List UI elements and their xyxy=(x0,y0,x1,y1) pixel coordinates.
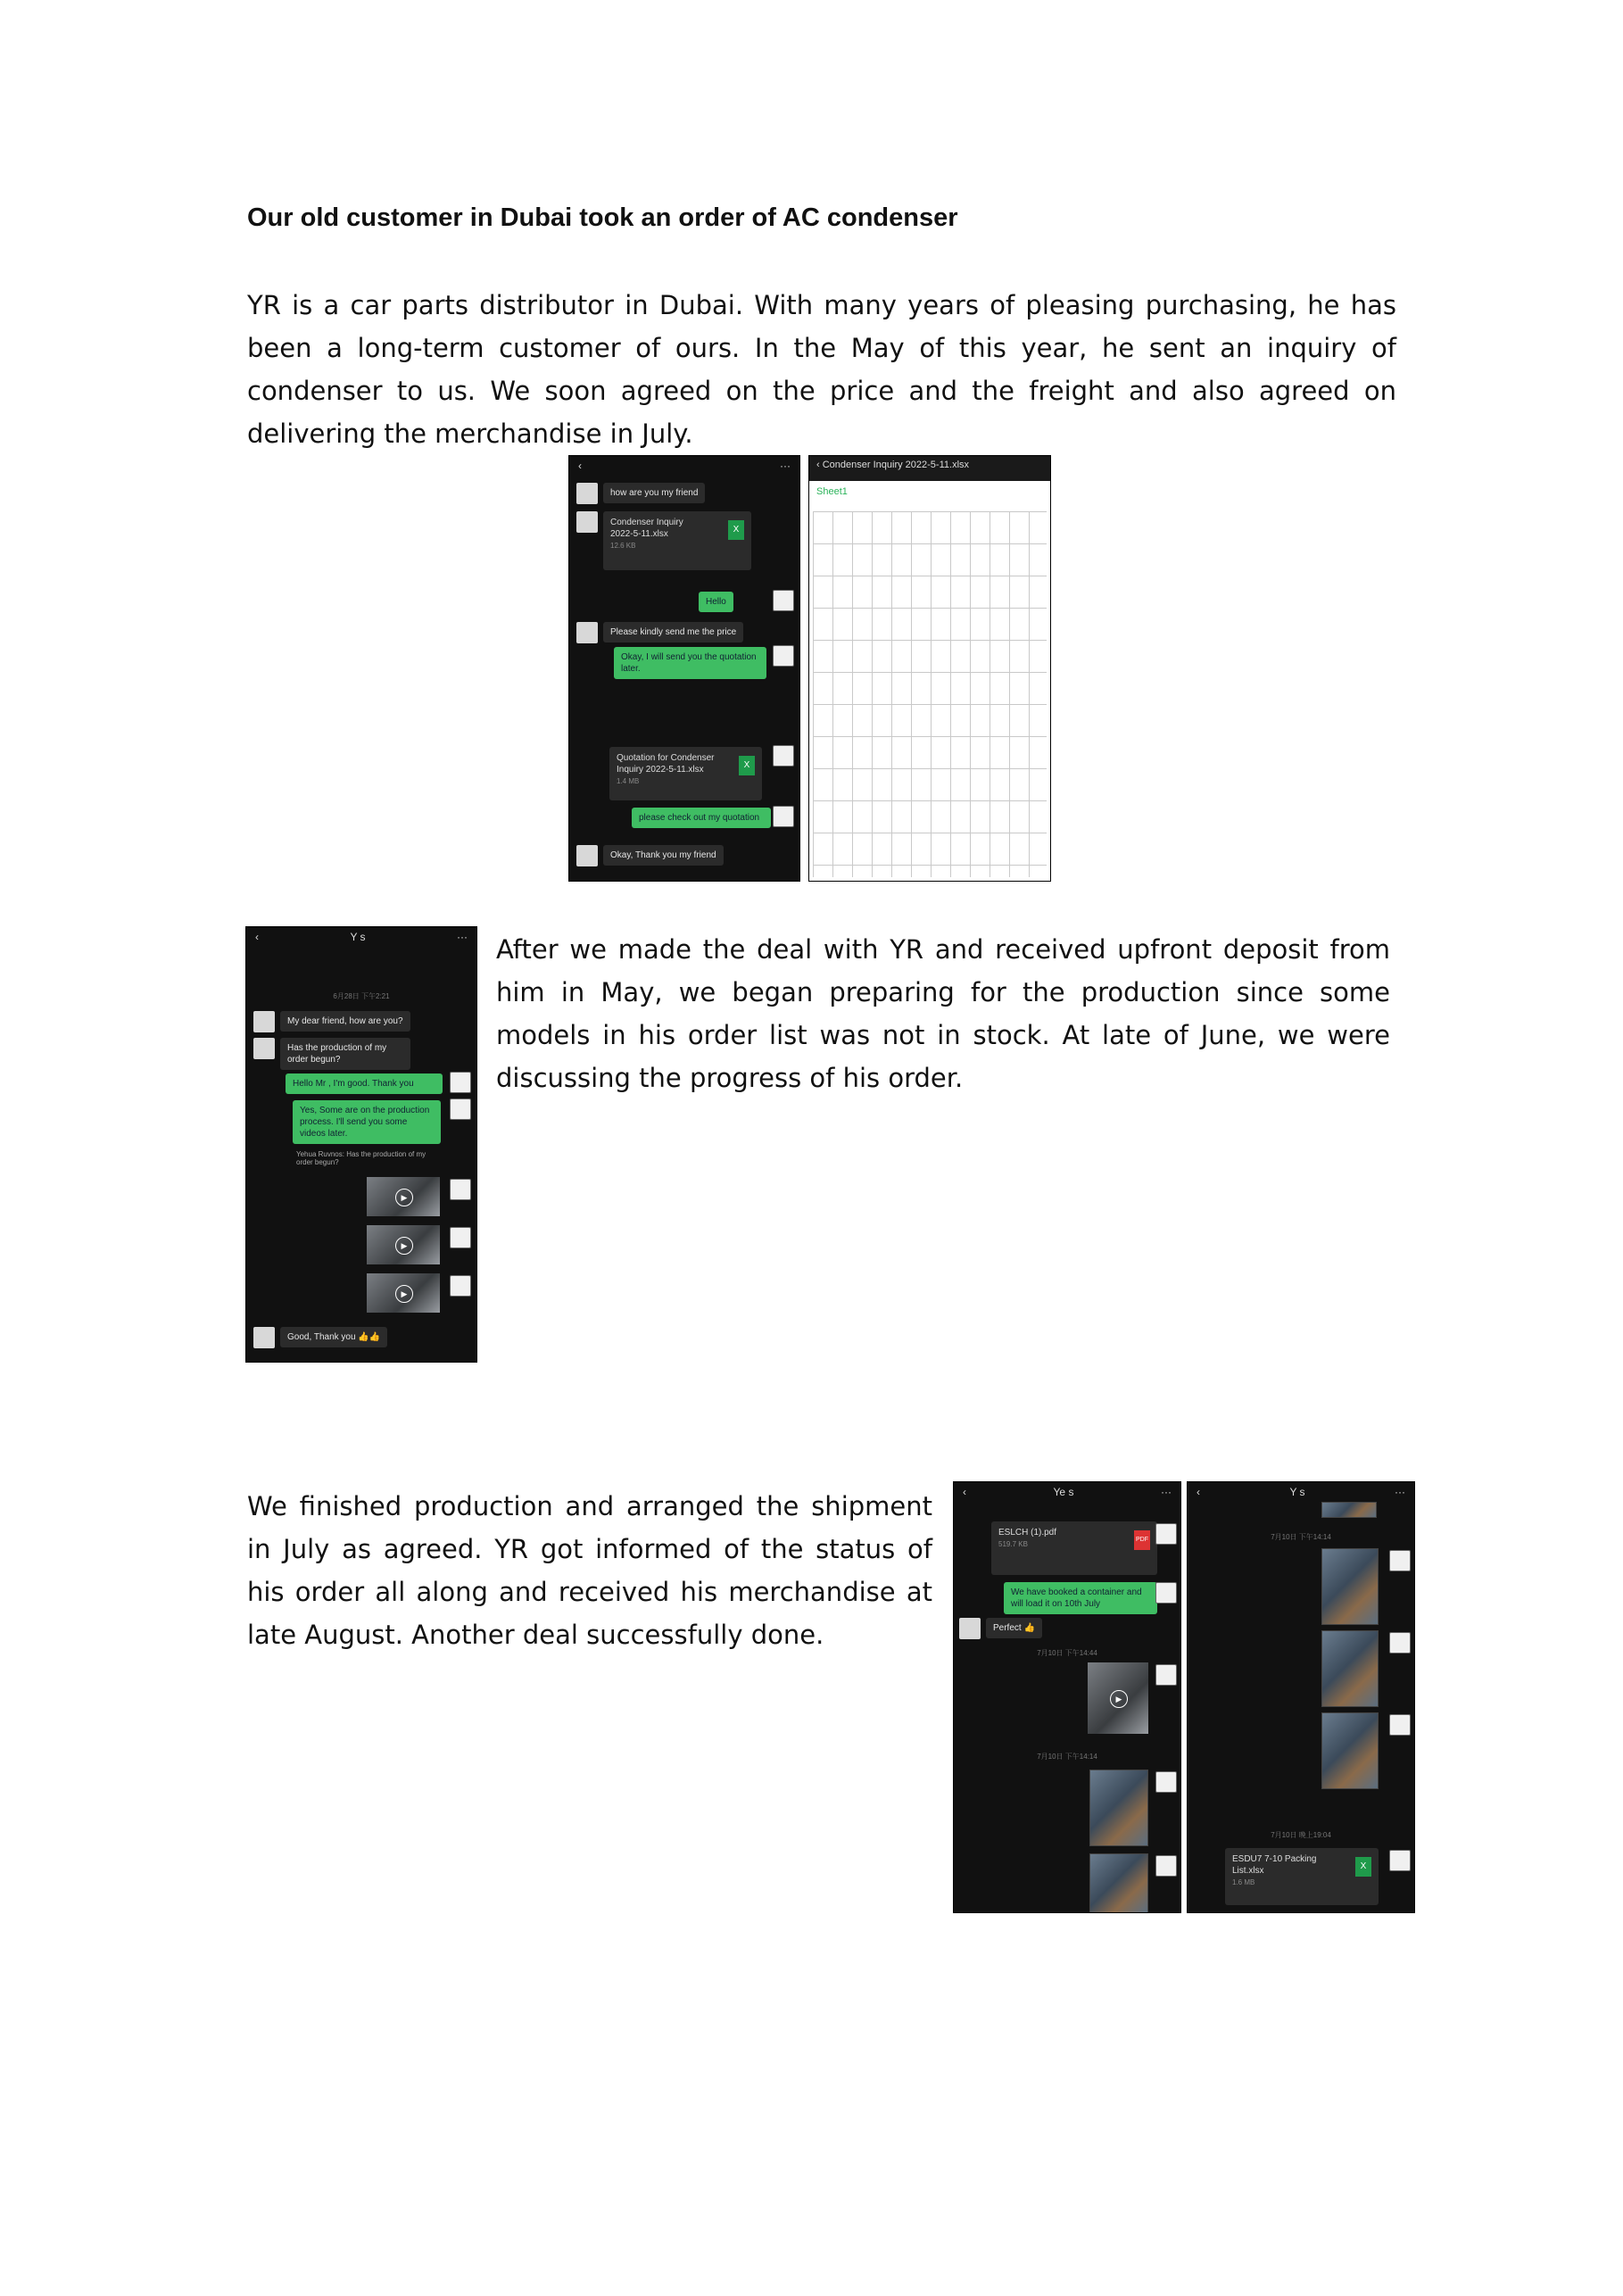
avatar xyxy=(1155,1771,1177,1793)
timestamp: 7月10日 下午14:44 xyxy=(1037,1649,1097,1657)
avatar xyxy=(450,1179,471,1200)
file-attachment[interactable] xyxy=(609,747,762,800)
file-name: ESDU7 7-10 Packing List.xlsx xyxy=(1232,1854,1317,1876)
message-bubble-sent: We have booked a container and will load it on 10th July xyxy=(1004,1582,1157,1614)
paragraph-production: After we made the deal with YR and received upfront deposit from him in May, we began preparing for the production since some models in his order list was not in stock. At late of June, we were discussing the progress of his order. xyxy=(496,934,1390,1093)
paragraph-intro: YR is a car parts distributor in Dubai. With many years of pleasing purchasing, he has been a long-term customer of ours. In the May of this year, he sent an inquiry of condenser to us. We soon agreed on the price and the freight and also agreed on delivering the merchandise in July. xyxy=(247,290,1396,449)
avatar xyxy=(576,845,598,866)
play-icon: ▶ xyxy=(395,1189,413,1206)
chat-screenshot-shipment xyxy=(953,1481,1181,1913)
message-bubble: Has the production of my order begun? xyxy=(280,1038,410,1070)
container-photo[interactable] xyxy=(1321,1502,1377,1518)
back-icon: ‹ xyxy=(255,931,259,943)
file-title: Condenser Inquiry 2022-5-11.xlsx xyxy=(822,460,970,470)
thumbs-up-icon: 👍 xyxy=(1023,1623,1035,1633)
back-icon: ‹ xyxy=(1197,1486,1200,1498)
avatar xyxy=(576,622,598,643)
avatar xyxy=(253,1038,275,1059)
file-attachment[interactable] xyxy=(1225,1848,1379,1905)
message-bubble: Please kindly send me the price xyxy=(603,622,743,642)
avatar xyxy=(1155,1582,1177,1604)
thumbs-up-icon: 👍👍 xyxy=(358,1332,381,1342)
timestamp: 7月10日 晚上19:04 xyxy=(1271,1831,1331,1839)
pdf-icon: PDF xyxy=(1134,1530,1150,1550)
container-photo[interactable] xyxy=(1321,1548,1379,1625)
avatar xyxy=(450,1275,471,1297)
container-photo[interactable] xyxy=(1321,1630,1379,1707)
message-bubble xyxy=(986,1618,1042,1638)
avatar xyxy=(1389,1850,1411,1871)
container-photo[interactable] xyxy=(1321,1712,1379,1789)
message-bubble: Okay, Thank you my friend xyxy=(603,845,724,866)
spreadsheet-grid xyxy=(813,511,1047,877)
excel-icon: X xyxy=(1355,1857,1371,1877)
container-photo[interactable] xyxy=(1089,1770,1148,1846)
file-attachment[interactable] xyxy=(603,511,751,570)
chat-screenshot-packing-list xyxy=(1187,1481,1415,1913)
message-bubble: My dear friend, how are you? xyxy=(280,1011,410,1032)
chat-title: Ye s xyxy=(1053,1486,1074,1498)
excel-icon: X xyxy=(728,520,744,540)
back-icon: ‹ xyxy=(578,460,582,472)
timestamp: 6月28日 下午2:21 xyxy=(333,992,390,1000)
avatar xyxy=(773,806,794,827)
video-message[interactable] xyxy=(1088,1662,1148,1734)
message-bubble-sent: Okay, I will send you the quotation later. xyxy=(614,647,766,679)
container-photo[interactable] xyxy=(1089,1853,1148,1913)
message-bubble: how are you my friend xyxy=(603,483,705,503)
avatar xyxy=(1389,1632,1411,1654)
video-message[interactable] xyxy=(367,1225,440,1264)
file-name: Quotation for Condenser Inquiry 2022-5-11.xlsx xyxy=(617,753,715,775)
excel-icon: X xyxy=(739,756,755,775)
quoted-message: Yehua Ruvnos: Has the production of my order begun? xyxy=(296,1150,426,1166)
message-text: Perfect xyxy=(993,1623,1022,1633)
play-icon: ▶ xyxy=(1110,1690,1128,1708)
chat-title: Y s xyxy=(1289,1486,1305,1498)
video-message[interactable] xyxy=(367,1177,440,1216)
paragraph-shipment: We finished production and arranged the shipment in July as agreed. YR got informed of the status of his order all along and received his merchandise at late August. Another deal successfully done. xyxy=(247,1491,932,1650)
avatar xyxy=(576,511,598,533)
back-icon: ‹ xyxy=(816,460,823,470)
chat-screenshot-production xyxy=(245,926,477,1363)
more-icon: ··· xyxy=(780,460,791,472)
more-icon: ··· xyxy=(1160,1486,1172,1498)
avatar xyxy=(959,1618,981,1639)
avatar xyxy=(1155,1664,1177,1686)
more-icon: ··· xyxy=(457,931,468,943)
message-bubble-sent: Yes, Some are on the production process. I'll send you some videos later. xyxy=(293,1100,441,1144)
sheet-tab[interactable]: Sheet1 xyxy=(816,486,848,497)
file-size: 12.6 KB xyxy=(610,542,636,550)
avatar xyxy=(773,645,794,667)
play-icon: ▶ xyxy=(395,1285,413,1303)
avatar xyxy=(253,1011,275,1032)
chat-screenshot-inquiry xyxy=(568,455,800,882)
avatar xyxy=(576,483,598,504)
avatar xyxy=(450,1227,471,1248)
avatar xyxy=(450,1098,471,1120)
avatar xyxy=(773,590,794,611)
spreadsheet-screenshot xyxy=(808,455,1051,882)
avatar xyxy=(450,1072,471,1093)
timestamp: 7月10日 下午14:14 xyxy=(1037,1753,1097,1761)
back-icon: ‹ xyxy=(963,1486,966,1498)
avatar xyxy=(773,745,794,767)
file-name: Condenser Inquiry 2022-5-11.xlsx xyxy=(610,518,683,539)
avatar xyxy=(253,1327,275,1348)
play-icon: ▶ xyxy=(395,1237,413,1255)
file-attachment[interactable] xyxy=(991,1521,1157,1575)
file-size: 519.7 KB xyxy=(998,1540,1028,1548)
file-name: ESLCH (1).pdf xyxy=(998,1528,1057,1538)
message-bubble xyxy=(280,1327,387,1347)
avatar xyxy=(1155,1523,1177,1545)
timestamp: 7月10日 下午14:14 xyxy=(1271,1533,1331,1541)
file-size: 1.4 MB xyxy=(617,777,640,785)
document-title: Our old customer in Dubai took an order of AC condenser xyxy=(247,203,958,232)
chat-title: Y s xyxy=(350,931,366,943)
message-bubble-sent: please check out my quotation xyxy=(632,808,771,828)
avatar xyxy=(1389,1714,1411,1736)
video-message[interactable] xyxy=(367,1273,440,1313)
avatar xyxy=(1389,1550,1411,1571)
file-size: 1.6 MB xyxy=(1232,1878,1255,1886)
message-bubble-sent: Hello xyxy=(699,592,733,612)
avatar xyxy=(1155,1855,1177,1877)
message-text: Good, Thank you xyxy=(287,1332,356,1342)
message-bubble-sent: Hello Mr , I'm good. Thank you xyxy=(286,1073,443,1094)
more-icon: ··· xyxy=(1395,1486,1405,1498)
